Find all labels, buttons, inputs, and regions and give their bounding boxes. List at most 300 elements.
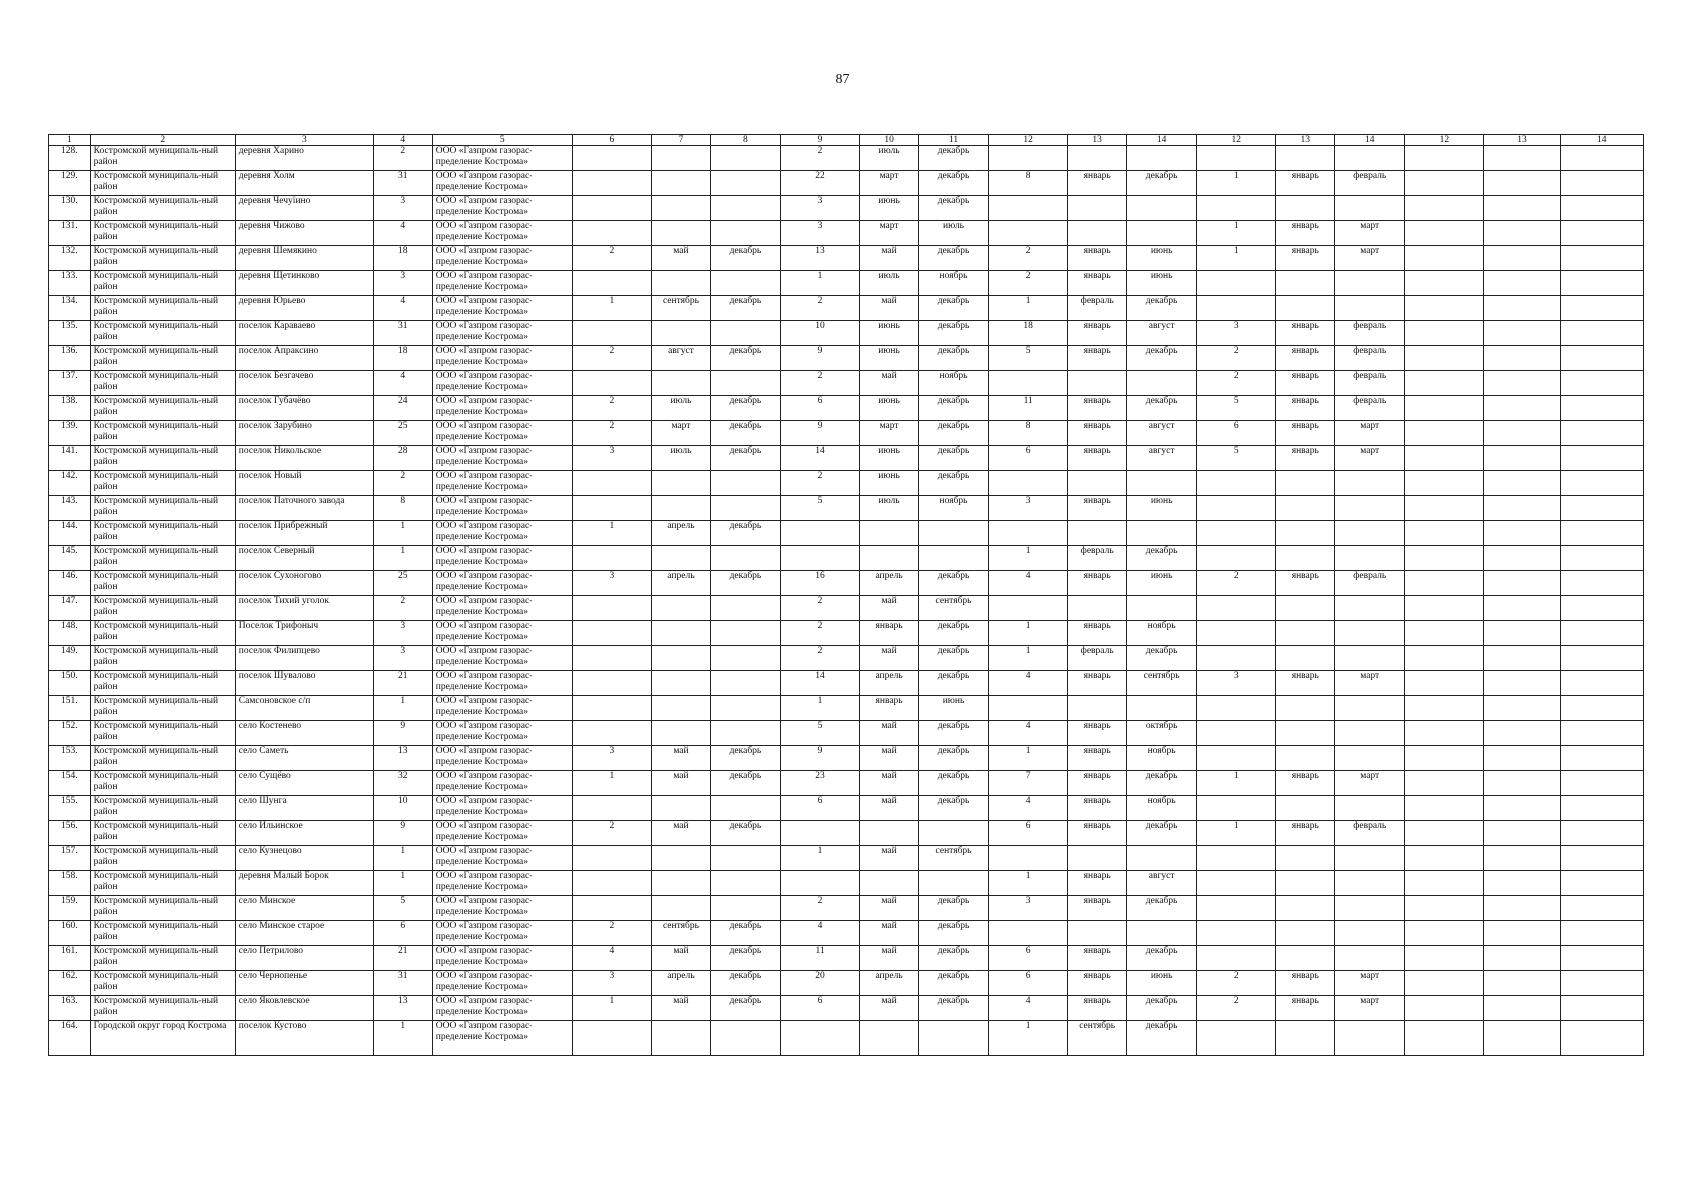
table-cell (1560, 871, 1643, 896)
table-row (49, 696, 1644, 721)
table-cell: май (860, 246, 919, 271)
table-cell: ООО «Газпром газорас-пределение Кострома» (432, 221, 572, 246)
table-cell: 137. (49, 371, 91, 396)
table-cell: 25 (373, 421, 432, 446)
table-cell: ООО «Газпром газорас-пределение Кострома» (432, 696, 572, 721)
table-cell: июнь (1127, 971, 1197, 996)
table-cell (710, 471, 780, 496)
table-cell (919, 1021, 989, 1056)
table-cell: 21 (373, 946, 432, 971)
table-cell: январь (1276, 671, 1335, 696)
table-cell: поселок Безгачево (235, 371, 373, 396)
table-cell: декабрь (710, 771, 780, 796)
table-cell: 8 (989, 171, 1068, 196)
table-cell (1068, 846, 1127, 871)
table-cell: 2 (572, 346, 651, 371)
table-cell: декабрь (919, 146, 989, 171)
table-row (49, 346, 1644, 371)
table-cell: 16 (780, 571, 859, 596)
table-cell: 1 (572, 521, 651, 546)
table-cell: 1 (989, 296, 1068, 321)
table-row (49, 896, 1644, 921)
table-cell: декабрь (710, 746, 780, 771)
table-cell (572, 621, 651, 646)
table-cell: 4 (373, 221, 432, 246)
table-cell: 129. (49, 171, 91, 196)
table-cell (710, 546, 780, 571)
table-cell (710, 596, 780, 621)
table-cell: ООО «Газпром газорас-пределение Кострома» (432, 396, 572, 421)
table-cell (1405, 521, 1484, 546)
table-cell: 154. (49, 771, 91, 796)
table-cell: деревня Холм (235, 171, 373, 196)
column-number-9: 9 (780, 135, 859, 146)
table-cell: ООО «Газпром газорас-пределение Кострома» (432, 821, 572, 846)
table-cell (1335, 546, 1405, 571)
table-cell: ООО «Газпром газорас-пределение Кострома» (432, 471, 572, 496)
table-cell (1197, 196, 1276, 221)
table-cell: Костромской муниципаль-ный район (90, 321, 235, 346)
column-number-2: 2 (90, 135, 235, 146)
table-cell: ООО «Газпром газорас-пределение Кострома» (432, 246, 572, 271)
table-cell: 128. (49, 146, 91, 171)
table-cell: февраль (1335, 571, 1405, 596)
table-cell: 25 (373, 571, 432, 596)
table-cell: январь (1276, 346, 1335, 371)
table-cell: ООО «Газпром газорас-пределение Кострома» (432, 796, 572, 821)
table-cell: ООО «Газпром газорас-пределение Кострома» (432, 271, 572, 296)
table-cell: 1 (989, 871, 1068, 896)
table-cell (1560, 371, 1643, 396)
table-cell: май (652, 746, 711, 771)
table-cell (1560, 896, 1643, 921)
table-cell: 1 (373, 1021, 432, 1056)
table-cell: 6 (780, 996, 859, 1021)
column-number-8: 8 (710, 135, 780, 146)
table-cell: февраль (1335, 396, 1405, 421)
table-cell (1405, 171, 1484, 196)
table-cell: март (1335, 671, 1405, 696)
table-cell (1197, 271, 1276, 296)
table-cell (1560, 721, 1643, 746)
table-cell (1405, 821, 1484, 846)
table-cell: Костромской муниципаль-ный район (90, 621, 235, 646)
table-cell (1484, 271, 1560, 296)
table-cell: январь (1068, 821, 1127, 846)
column-number-19: 13 (1484, 135, 1560, 146)
table-cell (652, 371, 711, 396)
table-cell (710, 321, 780, 346)
table-cell: 31 (373, 321, 432, 346)
table-cell: поселок Филипцево (235, 646, 373, 671)
table-cell: май (652, 246, 711, 271)
table-cell (652, 496, 711, 521)
table-cell: 2 (1197, 571, 1276, 596)
table-cell: Костромской муниципаль-ный район (90, 821, 235, 846)
table-cell: 2 (1197, 371, 1276, 396)
table-cell (710, 846, 780, 871)
table-cell: январь (1276, 771, 1335, 796)
table-cell (1560, 846, 1643, 871)
table-row (49, 296, 1644, 321)
table-cell: 132. (49, 246, 91, 271)
table-cell (1335, 721, 1405, 746)
table-row (49, 246, 1644, 271)
table-cell (1197, 621, 1276, 646)
table-cell: декабрь (919, 646, 989, 671)
table-cell: декабрь (710, 946, 780, 971)
table-cell (1127, 371, 1197, 396)
column-number-15: 12 (1197, 135, 1276, 146)
table-cell (1484, 596, 1560, 621)
table-cell (860, 1021, 919, 1056)
table-cell (1484, 996, 1560, 1021)
table-cell: 2 (780, 646, 859, 671)
table-cell: сентябрь (919, 596, 989, 621)
table-cell (652, 271, 711, 296)
table-cell (652, 321, 711, 346)
table-cell: 151. (49, 696, 91, 721)
table-cell (652, 671, 711, 696)
column-number-7: 7 (652, 135, 711, 146)
table-cell: февраль (1335, 171, 1405, 196)
table-cell: 11 (989, 396, 1068, 421)
table-cell (1560, 921, 1643, 946)
table-cell: 5 (1197, 446, 1276, 471)
table-cell: 1 (989, 746, 1068, 771)
table-cell (572, 471, 651, 496)
table-cell: 2 (780, 596, 859, 621)
table-cell: январь (1068, 346, 1127, 371)
table-cell (1068, 696, 1127, 721)
table-cell: 6 (989, 971, 1068, 996)
table-cell (572, 496, 651, 521)
table-cell: Костромской муниципаль-ный район (90, 596, 235, 621)
table-cell: июль (860, 496, 919, 521)
table-cell (1405, 396, 1484, 421)
table-cell: декабрь (919, 246, 989, 271)
table-cell: 10 (373, 796, 432, 821)
table-cell: 18 (373, 346, 432, 371)
table-cell: декабрь (919, 421, 989, 446)
table-cell: ООО «Газпром газорас-пределение Кострома» (432, 571, 572, 596)
table-cell (1484, 471, 1560, 496)
table-cell (710, 271, 780, 296)
table-cell (1197, 546, 1276, 571)
table-row (49, 921, 1644, 946)
table-cell: ООО «Газпром газорас-пределение Кострома» (432, 171, 572, 196)
table-cell: август (1127, 321, 1197, 346)
table-cell: май (860, 646, 919, 671)
table-cell: январь (1068, 971, 1127, 996)
table-cell (919, 821, 989, 846)
column-number-13: 13 (1068, 135, 1127, 146)
table-cell: декабрь (919, 171, 989, 196)
table-cell: Костромской муниципаль-ный район (90, 171, 235, 196)
table-cell (1560, 746, 1643, 771)
table-cell: 2 (780, 146, 859, 171)
column-number-11: 11 (919, 135, 989, 146)
table-cell (989, 846, 1068, 871)
table-cell (1405, 871, 1484, 896)
table-cell (652, 621, 711, 646)
table-cell: 31 (373, 971, 432, 996)
table-cell: 3 (780, 196, 859, 221)
table-cell: декабрь (1127, 296, 1197, 321)
table-cell (1335, 921, 1405, 946)
table-cell (652, 221, 711, 246)
table-cell: Костромской муниципаль-ный район (90, 696, 235, 721)
table-cell: 6 (989, 946, 1068, 971)
table-cell: июнь (860, 471, 919, 496)
table-cell: 6 (780, 396, 859, 421)
table-cell: 2 (1197, 346, 1276, 371)
table-cell (989, 521, 1068, 546)
table-cell: 157. (49, 846, 91, 871)
table-row (49, 271, 1644, 296)
table-cell: Костромской муниципаль-ный район (90, 896, 235, 921)
table-cell: декабрь (710, 421, 780, 446)
table-cell: 1 (572, 996, 651, 1021)
table-cell (572, 146, 651, 171)
table-row (49, 521, 1644, 546)
table-cell: декабрь (919, 296, 989, 321)
table-cell: май (860, 896, 919, 921)
table-cell: декабрь (919, 321, 989, 346)
table-cell: 143. (49, 496, 91, 521)
table-cell: 1 (989, 621, 1068, 646)
table-cell: декабрь (919, 896, 989, 921)
table-cell (1484, 921, 1560, 946)
table-cell (1068, 596, 1127, 621)
table-cell: село Яковлевское (235, 996, 373, 1021)
table-cell (1127, 921, 1197, 946)
table-cell: ООО «Газпром газорас-пределение Кострома» (432, 346, 572, 371)
table-cell: декабрь (919, 971, 989, 996)
table-cell: декабрь (710, 346, 780, 371)
table-row (49, 321, 1644, 346)
table-cell: ООО «Газпром газорас-пределение Кострома» (432, 846, 572, 871)
table-cell: январь (1276, 396, 1335, 421)
table-cell (1484, 646, 1560, 671)
table-cell: 1 (780, 846, 859, 871)
table-cell (572, 596, 651, 621)
table-cell (1484, 796, 1560, 821)
table-cell: декабрь (919, 396, 989, 421)
table-cell: 1 (373, 696, 432, 721)
table-cell: деревня Чечуїино (235, 196, 373, 221)
table-cell (1335, 896, 1405, 921)
table-cell: 7 (989, 771, 1068, 796)
table-cell (1405, 796, 1484, 821)
table-cell (1276, 696, 1335, 721)
table-cell: Костромской муниципаль-ный район (90, 996, 235, 1021)
table-cell: 3 (373, 196, 432, 221)
table-cell (1276, 146, 1335, 171)
table-cell: Костромской муниципаль-ный район (90, 271, 235, 296)
table-cell: 14 (780, 446, 859, 471)
table-row (49, 596, 1644, 621)
table-cell: апрель (860, 971, 919, 996)
table-cell (860, 821, 919, 846)
table-cell (710, 171, 780, 196)
table-cell: 3 (572, 971, 651, 996)
table-cell (1484, 296, 1560, 321)
table-cell: март (1335, 421, 1405, 446)
table-cell: 3 (572, 746, 651, 771)
table-cell: 6 (989, 446, 1068, 471)
table-cell (1405, 771, 1484, 796)
table-cell: 24 (373, 396, 432, 421)
table-cell: 31 (373, 171, 432, 196)
table-cell (1405, 371, 1484, 396)
table-cell: ООО «Газпром газорас-пределение Кострома» (432, 296, 572, 321)
table-cell: январь (1068, 421, 1127, 446)
table-cell (710, 896, 780, 921)
table-cell: 3 (373, 646, 432, 671)
table-cell: июнь (1127, 571, 1197, 596)
table-cell (780, 1021, 859, 1056)
table-cell: 2 (780, 621, 859, 646)
table-cell: 149. (49, 646, 91, 671)
table-cell: июнь (1127, 271, 1197, 296)
table-cell (1484, 171, 1560, 196)
table-cell (710, 721, 780, 746)
table-cell: январь (1068, 946, 1127, 971)
table-row (49, 846, 1644, 871)
table-row (49, 471, 1644, 496)
table-cell (1335, 521, 1405, 546)
table-cell (1068, 146, 1127, 171)
table-cell (652, 871, 711, 896)
table-cell (1335, 796, 1405, 821)
table-cell (1335, 846, 1405, 871)
table-cell (989, 221, 1068, 246)
table-row (49, 771, 1644, 796)
table-cell: поселок Кустово (235, 1021, 373, 1056)
table-row (49, 171, 1644, 196)
table-cell: январь (1068, 571, 1127, 596)
table-row (49, 221, 1644, 246)
table-cell: январь (1068, 671, 1127, 696)
table-cell (1127, 846, 1197, 871)
table-row (49, 571, 1644, 596)
table-cell: 21 (373, 671, 432, 696)
table-cell: 158. (49, 871, 91, 896)
table-cell: 130. (49, 196, 91, 221)
table-cell (989, 921, 1068, 946)
table-cell: поселок Никольское (235, 446, 373, 471)
table-cell: Костромской муниципаль-ный район (90, 446, 235, 471)
table-cell (1197, 496, 1276, 521)
table-cell: ООО «Газпром газорас-пределение Кострома» (432, 871, 572, 896)
table-cell: декабрь (1127, 396, 1197, 421)
column-number-20: 14 (1560, 135, 1643, 146)
table-cell (710, 671, 780, 696)
table-cell (1405, 646, 1484, 671)
table-cell (1484, 346, 1560, 371)
table-cell (1405, 471, 1484, 496)
table-cell: июль (652, 396, 711, 421)
table-cell (1276, 621, 1335, 646)
table-cell: 2 (780, 296, 859, 321)
column-number-14: 14 (1127, 135, 1197, 146)
table-cell (1276, 471, 1335, 496)
table-cell (710, 621, 780, 646)
table-cell: март (1335, 771, 1405, 796)
table-cell: июнь (919, 696, 989, 721)
table-cell: деревня Харино (235, 146, 373, 171)
table-cell (1560, 996, 1643, 1021)
table-cell: 131. (49, 221, 91, 246)
table-cell: Костромской муниципаль-ный район (90, 246, 235, 271)
table-cell (1484, 571, 1560, 596)
table-cell (1484, 896, 1560, 921)
table-cell: июнь (860, 196, 919, 221)
table-cell (1405, 221, 1484, 246)
table-cell: 5 (989, 346, 1068, 371)
table-cell (652, 171, 711, 196)
table-cell: 6 (780, 796, 859, 821)
table-cell: май (860, 596, 919, 621)
table-cell: январь (1276, 996, 1335, 1021)
table-cell: Костромской муниципаль-ный район (90, 846, 235, 871)
table-cell: поселок Шувалово (235, 671, 373, 696)
table-cell: 1 (373, 546, 432, 571)
table-cell: 142. (49, 471, 91, 496)
table-cell (1335, 646, 1405, 671)
table-cell (1197, 896, 1276, 921)
table-cell (1484, 371, 1560, 396)
table-cell: село Саметь (235, 746, 373, 771)
table-cell (1197, 746, 1276, 771)
table-cell: село Петрилово (235, 946, 373, 971)
table-cell: июнь (860, 396, 919, 421)
table-cell (1276, 271, 1335, 296)
table-cell: декабрь (1127, 896, 1197, 921)
table-cell: 2 (572, 396, 651, 421)
table-cell (652, 846, 711, 871)
table-cell: январь (1068, 621, 1127, 646)
table-cell: декабрь (1127, 646, 1197, 671)
table-cell: декабрь (710, 821, 780, 846)
table-cell: 1 (373, 521, 432, 546)
table-cell: 9 (780, 746, 859, 771)
table-cell: 1 (1197, 771, 1276, 796)
table-cell: 20 (780, 971, 859, 996)
table-cell: 9 (780, 346, 859, 371)
table-cell: Костромской муниципаль-ный район (90, 921, 235, 946)
table-cell: январь (1068, 721, 1127, 746)
table-cell (1197, 146, 1276, 171)
table-cell (1560, 771, 1643, 796)
table-cell (1335, 621, 1405, 646)
table-row (49, 721, 1644, 746)
table-cell: 160. (49, 921, 91, 946)
table-cell (710, 1021, 780, 1056)
table-cell (652, 471, 711, 496)
table-cell (1405, 546, 1484, 571)
table-cell: март (1335, 221, 1405, 246)
table-cell: деревня Юрьево (235, 296, 373, 321)
table-cell: 4 (989, 571, 1068, 596)
column-number-10: 10 (860, 135, 919, 146)
table-cell: сентябрь (652, 296, 711, 321)
table-cell (1560, 471, 1643, 496)
table-cell: август (1127, 871, 1197, 896)
table-row (49, 1021, 1644, 1056)
table-cell: январь (1068, 496, 1127, 521)
